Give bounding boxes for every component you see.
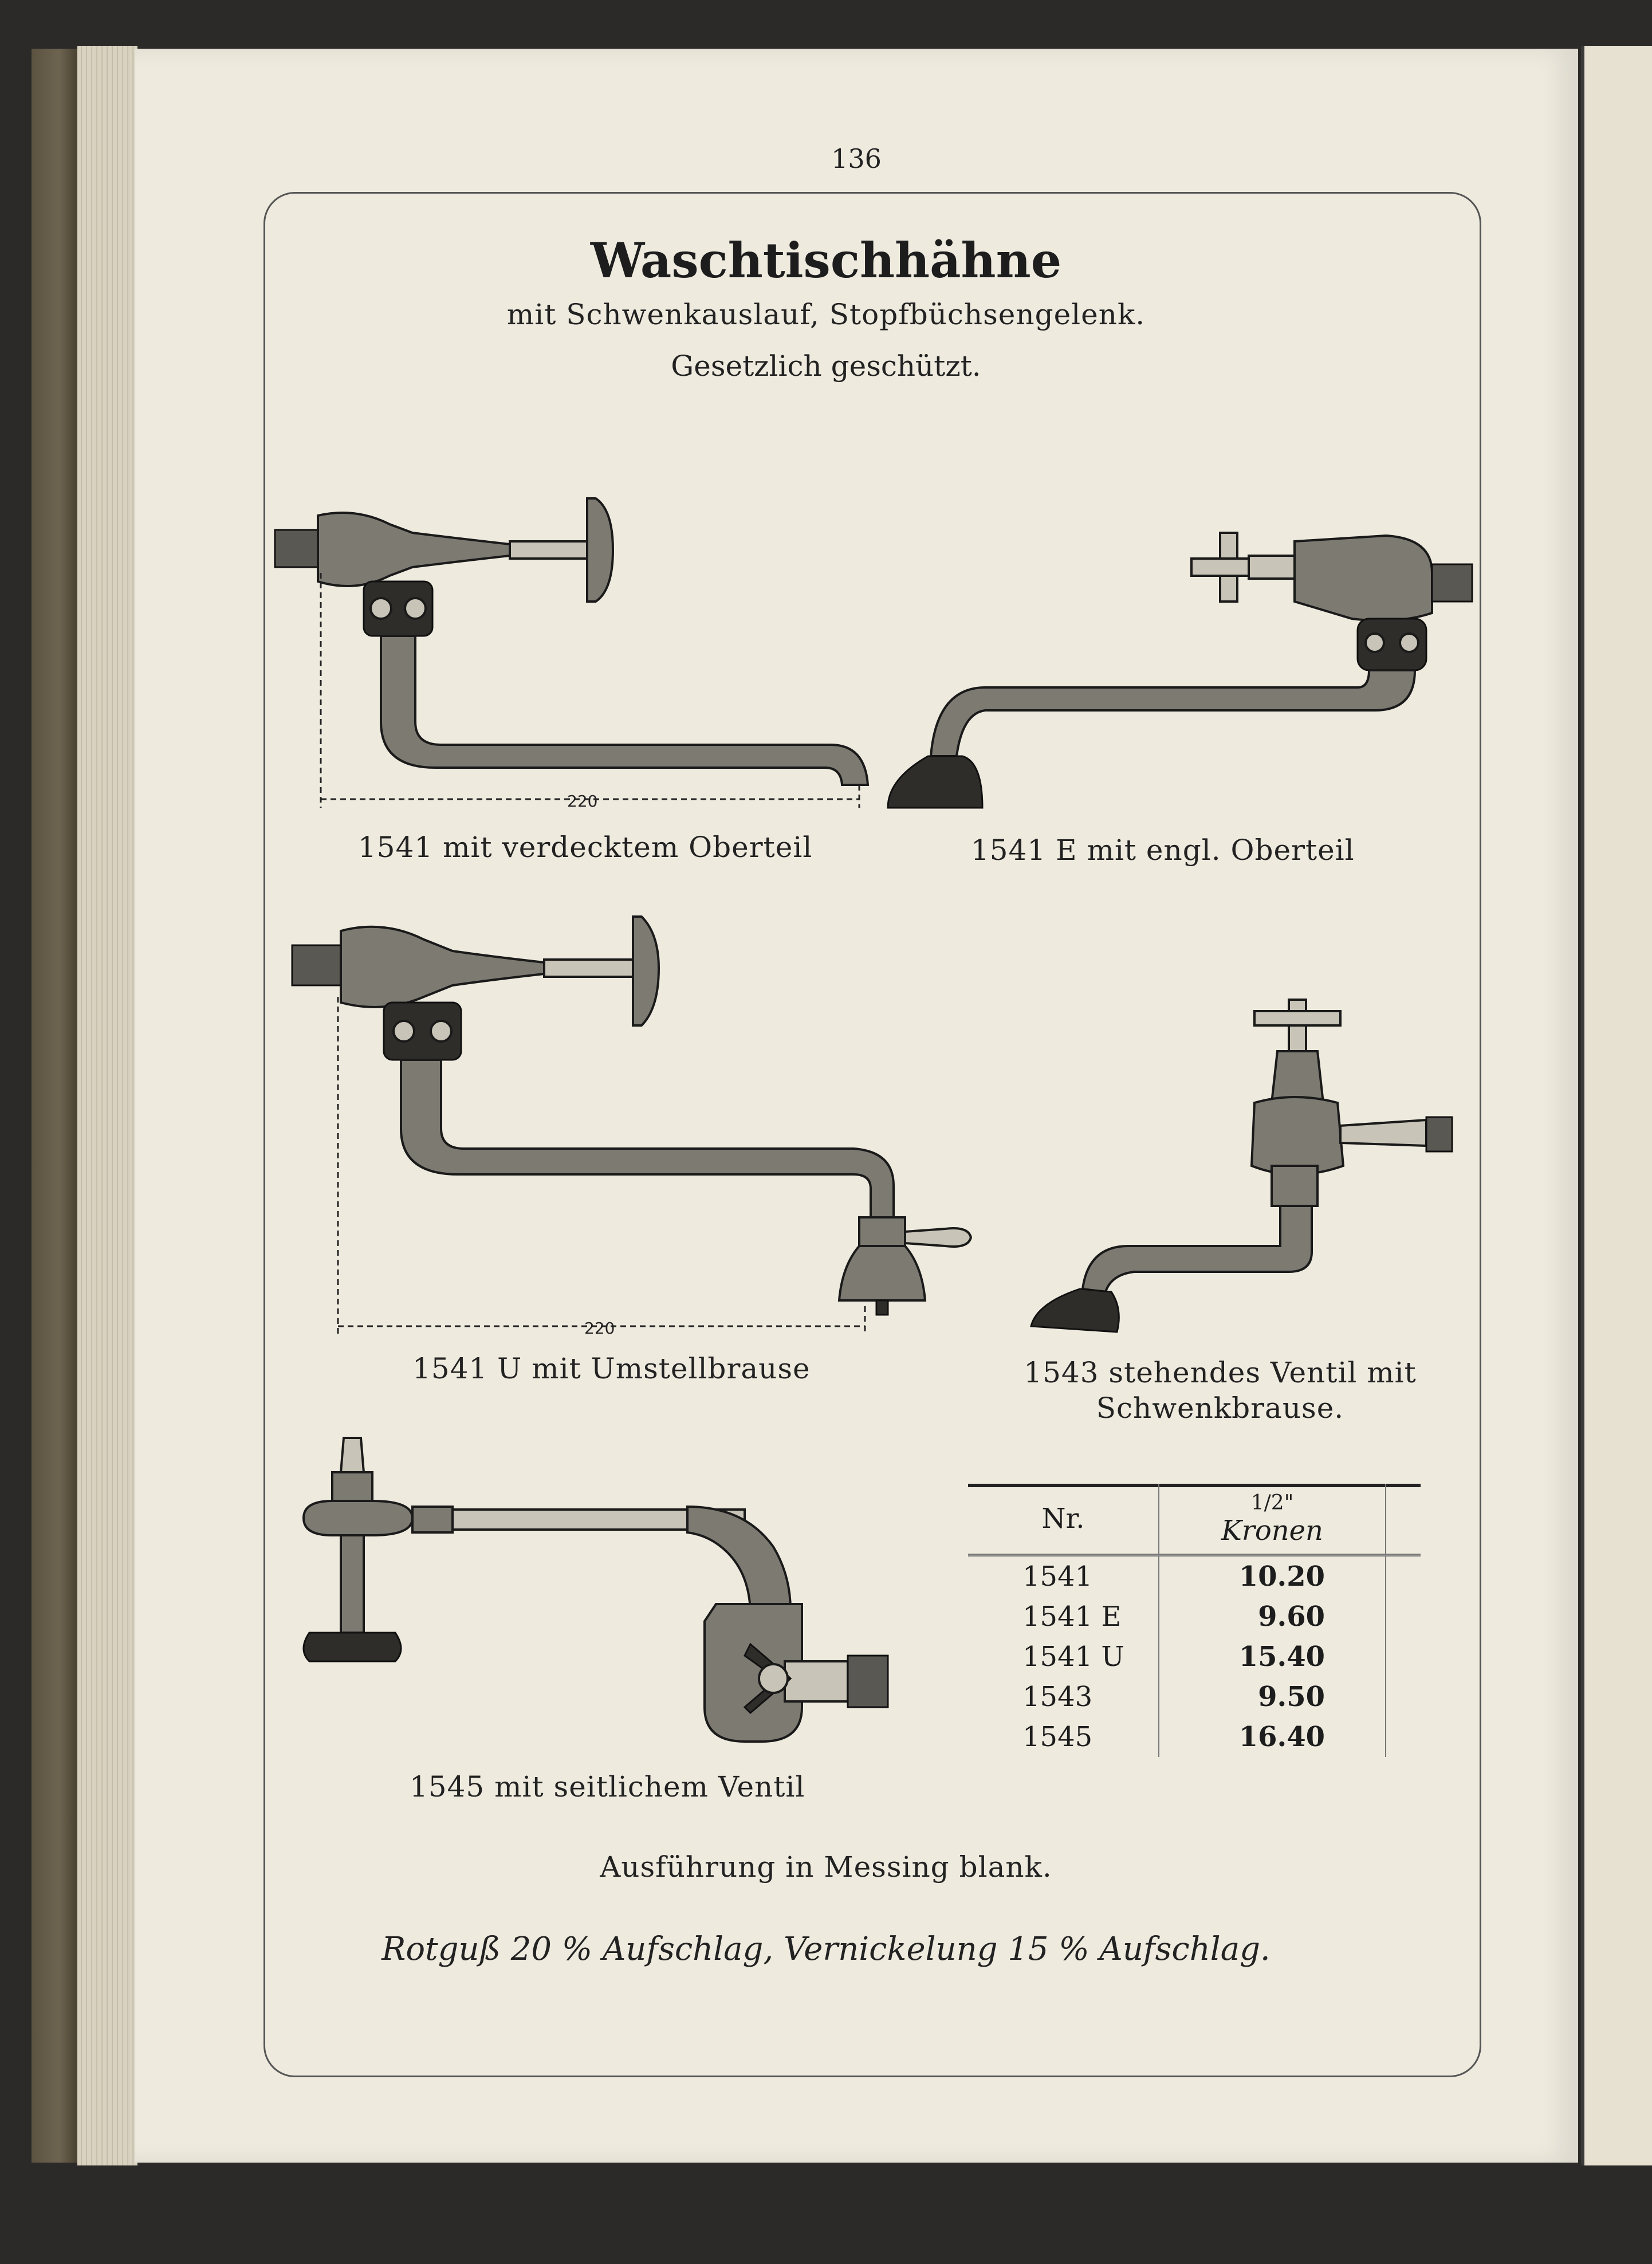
table-row xyxy=(968,1677,1421,1717)
row-spacer xyxy=(1386,1597,1421,1637)
dimension-line-1541 xyxy=(315,573,865,825)
table-header-row xyxy=(968,1484,1421,1555)
header-spacer xyxy=(1386,1484,1421,1555)
header-nr: Nr. xyxy=(968,1484,1159,1555)
row-price: 16.40 xyxy=(1159,1717,1386,1757)
table-row xyxy=(968,1637,1421,1677)
row-price: 10.20 xyxy=(1159,1555,1386,1597)
page-subtitle: mit Schwenkauslauf, Stopfbüchsengelenk. xyxy=(506,298,1146,331)
dimension-line-1541u xyxy=(332,997,871,1341)
caption-1543: 1543 stehendes Ventil mit Schwenkbrause. xyxy=(1024,1356,1417,1425)
row-price: 15.40 xyxy=(1159,1637,1386,1677)
row-price: 9.50 xyxy=(1159,1677,1386,1717)
page-number: 136 xyxy=(831,143,882,174)
table-row xyxy=(968,1555,1421,1597)
header-currency: Kronen xyxy=(1221,1514,1323,1547)
row-nr: 1541 xyxy=(1022,1561,1093,1593)
caption-1541: 1541 mit verdecktem Oberteil xyxy=(358,831,813,864)
header-size: 1/2" xyxy=(1250,1491,1294,1515)
row-spacer xyxy=(1386,1555,1421,1597)
dimension-label-1541: 220 xyxy=(567,792,598,811)
row-nr: 1543 xyxy=(1022,1681,1093,1713)
dimension-label-1541u: 220 xyxy=(584,1319,615,1338)
protection-note: Gesetzlich geschützt. xyxy=(671,349,981,383)
row-nr: 1545 xyxy=(1022,1721,1093,1753)
row-nr: 1541 U xyxy=(1022,1641,1124,1673)
table-row xyxy=(968,1717,1421,1757)
caption-1541u: 1541 U mit Umstellbrause xyxy=(412,1352,811,1385)
faucet-1541e-illustration xyxy=(882,516,1489,825)
row-price: 9.60 xyxy=(1159,1597,1386,1637)
caption-1541e: 1541 E mit engl. Oberteil xyxy=(971,834,1355,867)
price-table xyxy=(968,1484,1421,1757)
material-note: Ausführung in Messing blank. xyxy=(600,1850,1052,1884)
row-nr: 1541 E xyxy=(1022,1601,1122,1633)
page-title: Waschtischhähne xyxy=(590,232,1062,289)
row-spacer xyxy=(1386,1717,1421,1757)
row-spacer xyxy=(1386,1637,1421,1677)
faucet-1545-illustration xyxy=(298,1438,928,1770)
caption-1545: 1545 mit seitlichem Ventil xyxy=(410,1770,805,1803)
row-spacer xyxy=(1386,1677,1421,1717)
header-price xyxy=(1159,1484,1386,1555)
faucet-1543-illustration xyxy=(1025,1000,1472,1338)
surcharge-note: Rotguß 20 % Aufschlag, Vernickelung 15 % Aufschlag. xyxy=(381,1931,1271,1968)
table-row xyxy=(968,1597,1421,1637)
